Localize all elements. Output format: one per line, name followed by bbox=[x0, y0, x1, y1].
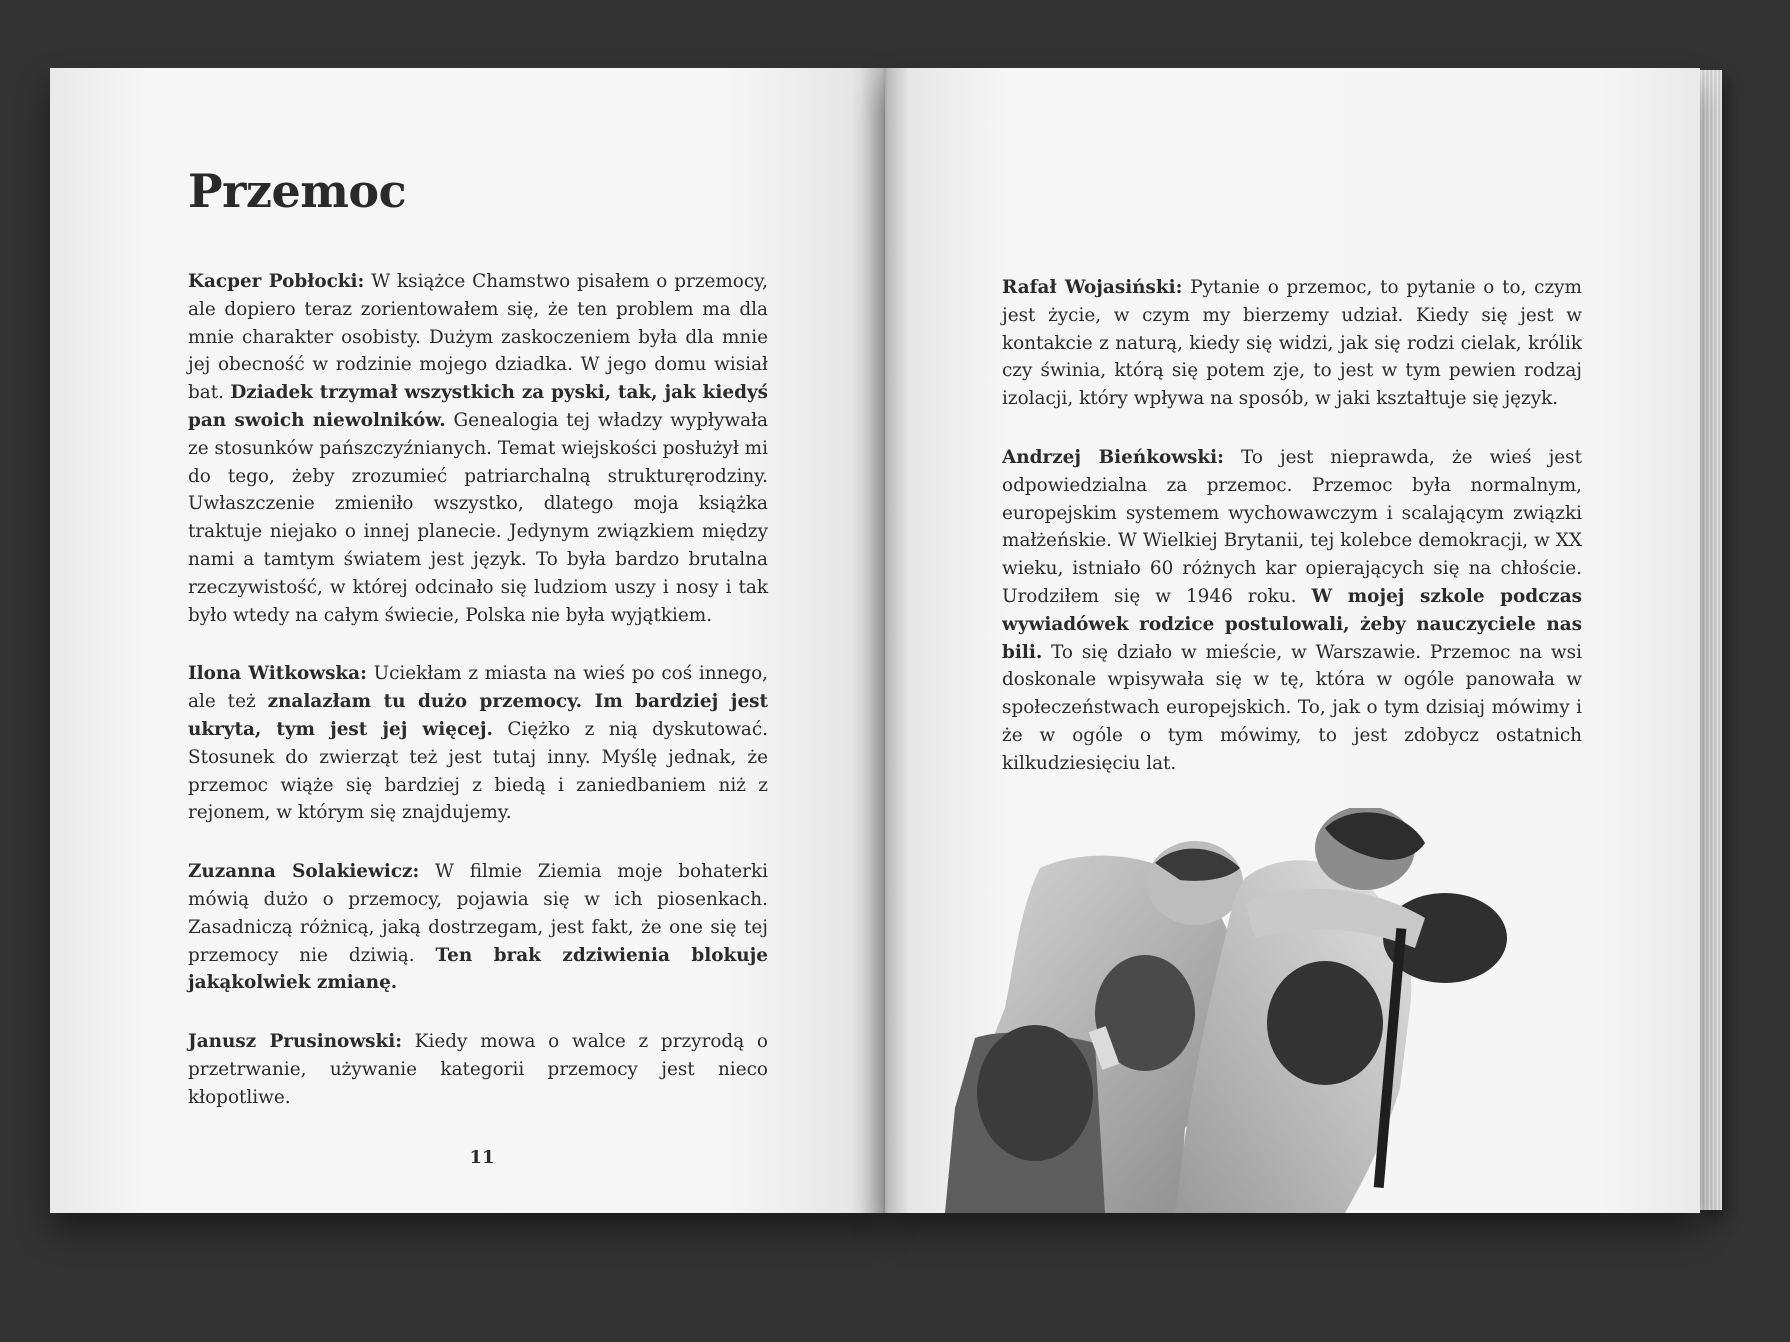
speaker-name: Janusz Prusinowski: bbox=[188, 1031, 403, 1053]
speaker-name: Ilona Witkowska: bbox=[188, 663, 367, 685]
speaker-name: Zuzanna Solakiewicz: bbox=[188, 861, 420, 883]
page-number: 11 bbox=[469, 1147, 495, 1168]
body-text: To się działo w mieście, w Warszawie. Przemoc na wsi doskonale wpisywała się w tę, która w ogóle panowała w społeczeństwach europejskich. To, jak o tym dzisiaj mówimy i że w ogóle o tym mówimy, to jest zdobycz ostatnich kilkudziesięciu lat. bbox=[1002, 641, 1582, 774]
body-text: Uciekłam z miasta na wieś po coś innego, ale też bbox=[188, 663, 768, 713]
emphasized-text: W mojej szkole podczas wywiadówek rodzice postulowali, żeby nauczyciele nas bili. bbox=[1002, 585, 1582, 663]
paragraph bbox=[1002, 274, 1582, 413]
speaker-name: Kacper Pobłocki: bbox=[188, 271, 365, 292]
body-text: W filmie Ziemia moje bohaterki mówią dużo o przemocy, pojawia się w ich piosenkach. Zasadniczą różnicą, jaką dostrzegam, jest fakt, że one się tej przemocy nie dziwią. bbox=[188, 861, 769, 966]
body-text: Kiedy mowa o walce z przyrodą o przetrwanie, używanie kategorii przemocy jest nieco kłopotliwe. bbox=[188, 1031, 768, 1108]
body-text: Ciężko z nią dyskutować. Stosunek do zwierząt też jest tutaj inny. Myślę jednak, że przemoc wiąże się bardziej z biedą i zaniedbaniem niż z rejonem, w którym się znajdujemy. bbox=[188, 718, 768, 824]
paragraph bbox=[188, 1028, 768, 1111]
left-text-column bbox=[188, 268, 768, 1143]
boxing-photo bbox=[945, 808, 1585, 1213]
emphasized-text: Dziadek trzymał wszystkich za pyski, tak, jak kiedyś pan swoich niewolników. bbox=[188, 382, 768, 431]
paragraph bbox=[188, 660, 768, 827]
left-page bbox=[50, 68, 885, 1213]
chapter-heading: Przemoc bbox=[188, 164, 407, 218]
paragraph bbox=[188, 268, 768, 629]
page-edges bbox=[1700, 70, 1722, 1210]
body-text: Genealogia tej władzy wypływała ze stosunków pańszczyźnianych. Temat wiejskości posłużył mi do tego, żeby zrozumieć patriarchalną strukturęrodziny. Uwłaszczenie zmieniło wszystko, dlatego moja książka traktuje niejako o innej planecie. Jedynym związkiem między nami a tamtym światem jest język. To była bardzo brutalna rzeczywistość, w której odcinało się ludziom uszy i nosy i tak było wtedy na całym świecie, Polska nie była wyjątkiem. bbox=[188, 409, 768, 626]
paragraph bbox=[1002, 444, 1582, 778]
speaker-name: Rafał Wojasiński: bbox=[1002, 277, 1183, 298]
speaker-name: Andrzej Bieńkowski: bbox=[1002, 446, 1224, 468]
body-text: To jest nieprawda, że wieś jest odpowiedzialna za przemoc. Przemoc była normalnym, europejskim systemem wychowawczym i scalającym związki małżeńskie. W Wielkiej Brytanii, tej kolebce demokracji, w XX wieku, istniało 60 różnych kar opierających się na chłoście. Urodziłem się w 1946 roku. bbox=[1002, 446, 1582, 607]
body-text: Pytanie o przemoc, to pytanie o to, czym jest życie, w czym my bierzemy udział. Kiedy się jest w kontakcie z naturą, kiedy się widzi, jak się rodzi cielak, królik czy świnia, którą się potem zje, to jest w tym pewien rodzaj izolacji, który wpływa na sposób, w jaki kształtuje się język. bbox=[1002, 277, 1583, 410]
body-text: W książce Chamstwo pisałem o przemocy, ale dopiero teraz zorientowałem się, że ten problem ma dla mnie charakter osobisty. Dużym zaskoczeniem była dla mnie jej obecność w rodzinie mojego dziadka. W jego domu wisiał bat. bbox=[188, 271, 768, 404]
right-page bbox=[885, 68, 1700, 1213]
emphasized-text: Ten brak zdziwienia blokuje jakąkolwiek zmianę. bbox=[188, 944, 768, 994]
emphasized-text: znalazłam tu dużo przemocy. Im bardziej jest ukryta, tym jest jej więcej. bbox=[188, 691, 768, 740]
paragraph bbox=[188, 858, 768, 997]
right-text-column bbox=[1002, 274, 1582, 809]
